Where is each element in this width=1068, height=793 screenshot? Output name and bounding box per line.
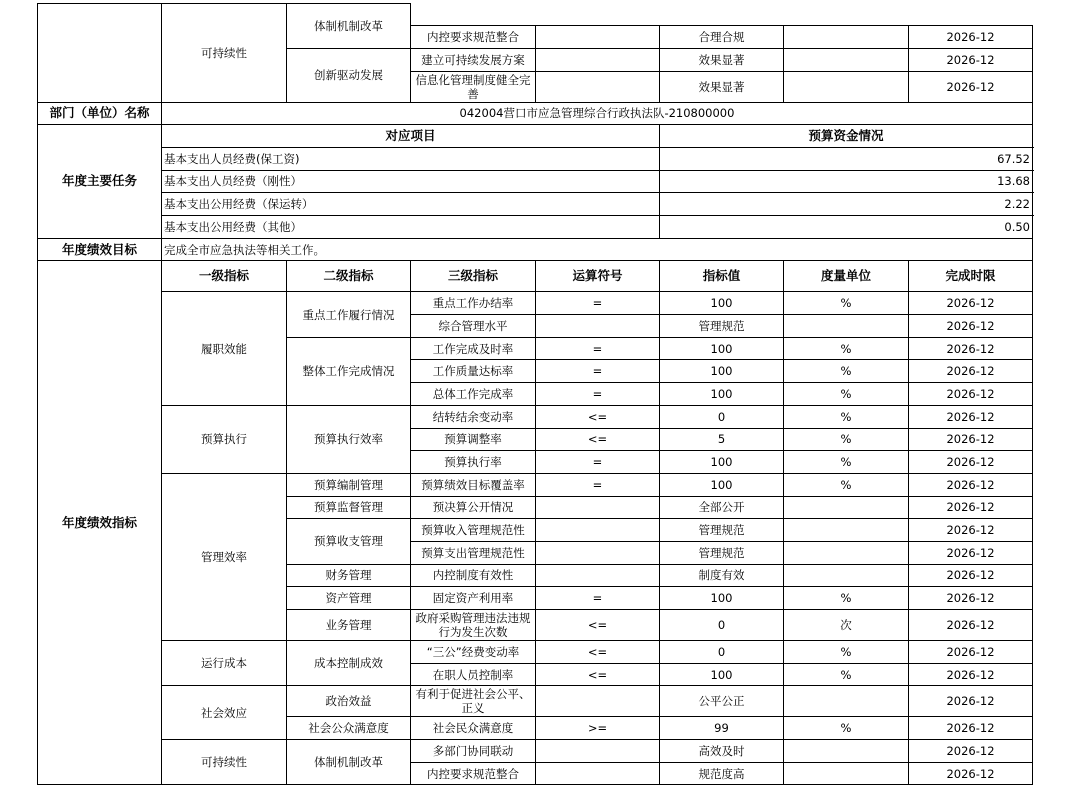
hidden-cell — [784, 4, 909, 26]
operator — [536, 315, 660, 338]
operator: <= — [536, 428, 660, 451]
deadline: 2026-12 — [909, 360, 1033, 383]
unit: % — [784, 428, 909, 451]
level3-indicator: 工作完成及时率 — [411, 337, 536, 360]
performance-table-container — [37, 13, 1033, 781]
hidden-cell — [411, 4, 536, 26]
unit — [784, 496, 909, 519]
operator: <= — [536, 610, 660, 641]
unit: % — [784, 641, 909, 664]
level3-indicator: 总体工作完成率 — [411, 383, 536, 406]
deadline: 2026-12 — [909, 337, 1033, 360]
table-row — [38, 686, 1033, 717]
indicator-value: 0 — [660, 610, 784, 641]
deadline: 2026-12 — [909, 71, 1033, 102]
deadline: 2026-12 — [909, 762, 1033, 785]
operator — [536, 496, 660, 519]
task-row — [38, 147, 1033, 170]
deadline: 2026-12 — [909, 315, 1033, 338]
unit — [784, 686, 909, 717]
operator — [536, 564, 660, 587]
level3-indicator: 结转结余变动率 — [411, 405, 536, 428]
hidden-cell — [909, 4, 1033, 26]
indicator-value: 0 — [660, 405, 784, 428]
task-name: 基本支出人员经费(保工资) — [162, 147, 660, 170]
indicator-value: 5 — [660, 428, 784, 451]
column-header: 指标值 — [660, 261, 784, 292]
unit: % — [784, 717, 909, 740]
level1-indicator: 运行成本 — [162, 641, 287, 686]
hidden-cell — [660, 4, 784, 26]
unit — [784, 519, 909, 542]
section-label-cell — [38, 4, 162, 103]
deadline: 2026-12 — [909, 541, 1033, 564]
column-header: 三级指标 — [411, 261, 536, 292]
task-name: 基本支出人员经费（刚性） — [162, 170, 660, 193]
operator: >= — [536, 717, 660, 740]
operator — [536, 762, 660, 785]
level2-indicator: 预算编制管理 — [287, 473, 411, 496]
indicator-value: 制度有效 — [660, 564, 784, 587]
operator — [536, 541, 660, 564]
task-amount: 67.52 — [660, 147, 1033, 170]
table-row — [38, 740, 1033, 763]
task-amount: 0.50 — [660, 216, 1033, 239]
level2-indicator: 体制机制改革 — [287, 4, 411, 49]
deadline: 2026-12 — [909, 663, 1033, 686]
level2-indicator: 整体工作完成情况 — [287, 337, 411, 405]
department-label: 部门（单位）名称 — [38, 102, 162, 125]
unit — [784, 315, 909, 338]
indicator-value: 合理合规 — [660, 26, 784, 49]
unit: % — [784, 360, 909, 383]
unit — [784, 71, 909, 102]
operator: = — [536, 383, 660, 406]
indicator-value: 管理规范 — [660, 541, 784, 564]
indicator-value: 效果显著 — [660, 71, 784, 102]
column-header: 一级指标 — [162, 261, 287, 292]
unit: 次 — [784, 610, 909, 641]
operator — [536, 740, 660, 763]
operator — [536, 48, 660, 71]
indicator-value: 100 — [660, 587, 784, 610]
department-row — [38, 102, 1033, 125]
deadline: 2026-12 — [909, 473, 1033, 496]
deadline: 2026-12 — [909, 587, 1033, 610]
goal-row — [38, 238, 1033, 261]
level3-indicator: 有利于促进社会公平、正义 — [411, 686, 536, 717]
column-header: 完成时限 — [909, 261, 1033, 292]
tasks-budget-header: 预算资金情况 — [660, 125, 1033, 148]
level2-indicator: 预算收支管理 — [287, 519, 411, 564]
level3-indicator: 预算执行率 — [411, 451, 536, 474]
goal-label: 年度绩效目标 — [38, 238, 162, 261]
level2-indicator: 资产管理 — [287, 587, 411, 610]
operator: = — [536, 337, 660, 360]
unit — [784, 564, 909, 587]
unit — [784, 541, 909, 564]
department-value: 042004营口市应急管理综合行政执法队-210800000 — [162, 102, 1033, 125]
indicator-value: 管理规范 — [660, 519, 784, 542]
unit — [784, 48, 909, 71]
performance-table — [37, 3, 1033, 785]
deadline: 2026-12 — [909, 519, 1033, 542]
deadline: 2026-12 — [909, 686, 1033, 717]
unit — [784, 762, 909, 785]
level3-indicator: 预算收入管理规范性 — [411, 519, 536, 542]
level3-indicator: 在职人员控制率 — [411, 663, 536, 686]
unit: % — [784, 405, 909, 428]
operator: <= — [536, 641, 660, 664]
level3-indicator: 重点工作办结率 — [411, 292, 536, 315]
task-row — [38, 170, 1033, 193]
level3-indicator: “三公”经费变动率 — [411, 641, 536, 664]
level3-indicator: 预算支出管理规范性 — [411, 541, 536, 564]
operator: <= — [536, 405, 660, 428]
indicator-value: 100 — [660, 292, 784, 315]
column-header: 度量单位 — [784, 261, 909, 292]
level3-indicator: 社会民众满意度 — [411, 717, 536, 740]
operator: = — [536, 451, 660, 474]
level2-indicator: 重点工作履行情况 — [287, 292, 411, 337]
level3-indicator: 多部门协同联动 — [411, 740, 536, 763]
unit: % — [784, 451, 909, 474]
task-amount: 13.68 — [660, 170, 1033, 193]
indicator-value: 高效及时 — [660, 740, 784, 763]
deadline: 2026-12 — [909, 428, 1033, 451]
deadline: 2026-12 — [909, 48, 1033, 71]
level2-indicator: 预算执行效率 — [287, 405, 411, 473]
level2-indicator: 财务管理 — [287, 564, 411, 587]
indicator-value: 管理规范 — [660, 315, 784, 338]
table-row — [38, 292, 1033, 315]
deadline: 2026-12 — [909, 451, 1033, 474]
deadline: 2026-12 — [909, 610, 1033, 641]
column-header: 二级指标 — [287, 261, 411, 292]
unit: % — [784, 292, 909, 315]
hidden-cell — [536, 4, 660, 26]
level1-indicator: 履职效能 — [162, 292, 287, 405]
task-row — [38, 193, 1033, 216]
table-row — [38, 405, 1033, 428]
level3-indicator: 信息化管理制度健全完善 — [411, 71, 536, 102]
indicator-value: 100 — [660, 337, 784, 360]
deadline: 2026-12 — [909, 383, 1033, 406]
unit: % — [784, 663, 909, 686]
indicator-value: 效果显著 — [660, 48, 784, 71]
tasks-header-row — [38, 125, 1033, 148]
indicator-value: 公平公正 — [660, 686, 784, 717]
level3-indicator: 固定资产利用率 — [411, 587, 536, 610]
column-header: 运算符号 — [536, 261, 660, 292]
level3-indicator: 内控要求规范整合 — [411, 26, 536, 49]
operator — [536, 686, 660, 717]
level1-indicator: 可持续性 — [162, 740, 287, 785]
operator — [536, 71, 660, 102]
level1-indicator: 可持续性 — [162, 4, 287, 103]
level3-indicator: 内控要求规范整合 — [411, 762, 536, 785]
level2-indicator: 业务管理 — [287, 610, 411, 641]
indicator-value: 100 — [660, 663, 784, 686]
level3-indicator: 内控制度有效性 — [411, 564, 536, 587]
level3-indicator: 综合管理水平 — [411, 315, 536, 338]
level2-indicator: 预算监督管理 — [287, 496, 411, 519]
goal-value: 完成全市应急执法等相关工作。 — [162, 238, 1033, 261]
level2-indicator: 成本控制成效 — [287, 641, 411, 686]
operator — [536, 26, 660, 49]
indicator-value: 0 — [660, 641, 784, 664]
indicator-value: 100 — [660, 360, 784, 383]
task-name: 基本支出公用经费（其他） — [162, 216, 660, 239]
operator: = — [536, 473, 660, 496]
level3-indicator: 政府采购管理违法违规行为发生次数 — [411, 610, 536, 641]
table-row — [38, 473, 1033, 496]
operator: = — [536, 360, 660, 383]
level2-indicator: 社会公众满意度 — [287, 717, 411, 740]
unit — [784, 26, 909, 49]
indicator-value: 规范度高 — [660, 762, 784, 785]
indicator-value: 100 — [660, 451, 784, 474]
deadline: 2026-12 — [909, 496, 1033, 519]
deadline: 2026-12 — [909, 740, 1033, 763]
level2-indicator: 创新驱动发展 — [287, 48, 411, 102]
deadline: 2026-12 — [909, 564, 1033, 587]
metrics-header-row — [38, 261, 1033, 292]
level3-indicator: 预算绩效目标覆盖率 — [411, 473, 536, 496]
level3-indicator: 预算调整率 — [411, 428, 536, 451]
unit — [784, 740, 909, 763]
operator: = — [536, 292, 660, 315]
indicator-value: 100 — [660, 383, 784, 406]
task-name: 基本支出公用经费（保运转） — [162, 193, 660, 216]
table-row-partial — [38, 4, 1033, 26]
operator — [536, 519, 660, 542]
level3-indicator: 建立可持续发展方案 — [411, 48, 536, 71]
indicator-value: 99 — [660, 717, 784, 740]
level3-indicator: 预决算公开情况 — [411, 496, 536, 519]
metrics-label: 年度绩效指标 — [38, 261, 162, 785]
deadline: 2026-12 — [909, 641, 1033, 664]
level3-indicator: 工作质量达标率 — [411, 360, 536, 383]
table-row — [38, 641, 1033, 664]
unit: % — [784, 473, 909, 496]
operator: = — [536, 587, 660, 610]
deadline: 2026-12 — [909, 405, 1033, 428]
level1-indicator: 预算执行 — [162, 405, 287, 473]
deadline: 2026-12 — [909, 292, 1033, 315]
tasks-label: 年度主要任务 — [38, 125, 162, 238]
level2-indicator: 体制机制改革 — [287, 740, 411, 785]
unit: % — [784, 587, 909, 610]
indicator-value: 100 — [660, 473, 784, 496]
task-amount: 2.22 — [660, 193, 1033, 216]
level1-indicator: 社会效应 — [162, 686, 287, 740]
tasks-project-header: 对应项目 — [162, 125, 660, 148]
task-row — [38, 216, 1033, 239]
indicator-value: 全部公开 — [660, 496, 784, 519]
deadline: 2026-12 — [909, 26, 1033, 49]
unit: % — [784, 383, 909, 406]
operator: <= — [536, 663, 660, 686]
level1-indicator: 管理效率 — [162, 473, 287, 640]
deadline: 2026-12 — [909, 717, 1033, 740]
unit: % — [784, 337, 909, 360]
level2-indicator: 政治效益 — [287, 686, 411, 717]
